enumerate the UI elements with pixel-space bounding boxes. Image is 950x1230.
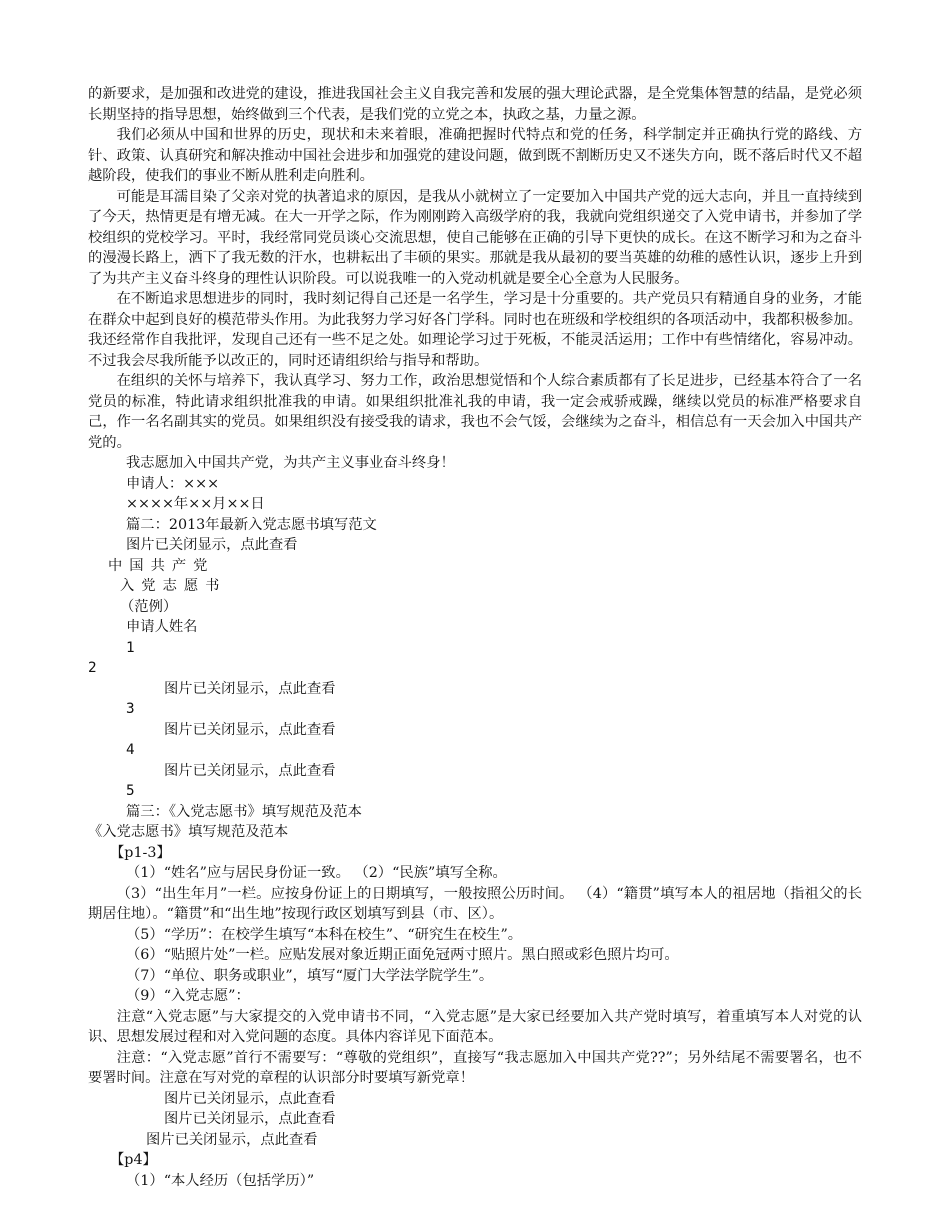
item-photo: （6）“贴照片处”一栏。应贴发展对象近期正面免冠两寸照片。黑白照或彩色照片均可。 <box>126 947 679 963</box>
applicant-line: 申请人：××× <box>126 475 220 492</box>
item-unit: （7）“单位、职务或职业”，填写“厦门大学法学院学生”。 <box>126 967 494 984</box>
document-page <box>88 84 862 1191</box>
section-p1-3: 【p1-3】 <box>110 844 171 861</box>
image-placeholder-link[interactable]: 图片已关闭显示，点此查看 <box>164 1090 336 1107</box>
number-2: 2 <box>88 660 97 676</box>
number-4: 4 <box>126 742 135 758</box>
paragraph-2: 我们必须从中国和世界的历史，现状和未来着眼，准确把握时代特点和党的任务，科学制定并正确执行党的路线、方针、政策、认真研究和解决推动中国社会进步和加强党的建设问题，做到既不割断历史又不迷失方向，既不落后时代又不超越阶段，使我们的事业不断从胜利走向胜利。 <box>88 127 862 184</box>
part3-subtitle: 《入党志愿书》填写规范及范本 <box>88 824 289 840</box>
part3-title: 篇三：《入党志愿书》填写规范及范本 <box>126 803 362 820</box>
cover-line-name: 申请人姓名 <box>126 619 198 635</box>
item-aspiration: （9）“入党志愿”： <box>126 988 250 1004</box>
cover-line-party: 中国共产党 <box>108 557 215 574</box>
paragraph-5: 在组织的关怀与培养下，我认真学习、努力工作，政治思想觉悟和个人综合素质都有了长足进步，已经基本符合了一名党员的标准，特此请求组织批准我的申请。如果组织批准礼我的申请，我一定会戒骄戒躁，继续以党员的标准严格要求自己，作一名名副其实的党员。如果组织没有接受我的请求，我也不会气馁，会继续为之奋斗，相信总有一天会加入中国共产党的。 <box>88 373 862 451</box>
item-education: （5）“学历”：在校学生填写“本科在校生”、“研究生在校生”。 <box>126 926 523 943</box>
paragraph-4: 在不断追求思想进步的同时，我时刻记得自己还是一名学生，学习是十分重要的。共产党员只有精通自身的业务，才能在群众中起到良好的模范带头作用。为此我努力学习好各门学科。同时也在班级和学校组织的各项活动中，我都积极参加。我还经常作自我批评，发现自己还有一些不足之处。如理论学习过于死板，不能灵活运用；工作中有些情绪化，容易冲动。不过我会尽我所能予以改正的，同时还请组织给与指导和帮助。 <box>88 291 862 369</box>
image-placeholder-link[interactable]: 图片已关闭显示，点此查看 <box>164 762 336 779</box>
image-placeholder-link[interactable]: 图片已关闭显示，点此查看 <box>146 1131 318 1148</box>
number-3: 3 <box>126 701 135 717</box>
note-1: 注意“入党志愿”与大家提交的入党申请书不同，“入党志愿”是大家已经要加入共产党时填写，着重填写本人对党的认识、思想发展过程和对入党问题的态度。具体内容详见下面范本。 <box>88 1008 862 1045</box>
image-placeholder-link[interactable]: 图片已关闭显示，点此查看 <box>164 721 336 738</box>
item-birth-origin: （3）“出生年月”一栏。应按身份证上的日期填写，一般按照公历时间。 （4）“籍贯”填写本人的祖居地（指祖父的长期居住地）。“籍贯”和“出生地”按现行政区划填写到县（市、区）。 <box>88 885 862 922</box>
item-name-ethnicity: （1）“姓名”应与居民身份证一致。 （2）“民族”填写全称。 <box>126 865 507 881</box>
image-placeholder-link[interactable]: 图片已关闭显示，点此查看 <box>126 537 298 553</box>
closing-line: 我志愿加入中国共产党，为共产主义事业奋斗终身！ <box>126 455 455 471</box>
note-2: 注意：“入党志愿”首行不需要写：“尊敬的党组织”，直接写“我志愿加入中国共产党??”；另外结尾不需要署名，也不要署时间。注意在写对党的章程的认识部分时要填写新党章！ <box>88 1049 862 1086</box>
paragraph-1: 的新要求，是加强和改进党的建设，推进我国社会主义自我完善和发展的强大理论武器，是全党集体智慧的结晶，是党必须长期坚持的指导思想，始终做到三个代表，是我们党的立党之本，执政之基，力量之源。 <box>88 86 862 123</box>
paragraph-3: 可能是耳濡目染了父亲对党的执著追求的原因，是我从小就树立了一定要加入中国共产党的远大志向，并且一直持续到了今天，热情更是有增无减。在大一开学之际，作为刚刚跨入高级学府的我，我就向党组织递交了入党申请书，并参加了学校组织的党校学习。平时，我经常同党员谈心交流思想，使自己能够在正确的引导下更快的成长。在这不断学习和为之奋斗的漫漫长路上，洒下了我无数的汗水，也耕耘出了丰硕的果实。那就是我从最初的要当英雄的幼稚的感性认识，逐步上升到了为共产主义奋斗终身的理性认识阶段。可以说我唯一的入党动机就是要全心全意为人民服务。 <box>88 188 862 287</box>
cover-line-example: （范例） <box>120 598 178 615</box>
cover-line-title: 入党志愿书 <box>120 578 227 594</box>
number-1: 1 <box>126 639 135 656</box>
number-5: 5 <box>126 783 135 799</box>
date-line: ××××年××月××日 <box>126 496 265 512</box>
item-experience: （1）“本人经历（包括学历）” <box>126 1172 315 1189</box>
part2-title: 篇二：2013年最新入党志愿书填写范文 <box>126 516 377 533</box>
section-p4: 【p4】 <box>110 1152 157 1168</box>
image-placeholder-link[interactable]: 图片已关闭显示，点此查看 <box>164 680 336 697</box>
image-placeholder-link[interactable]: 图片已关闭显示，点此查看 <box>164 1111 336 1127</box>
